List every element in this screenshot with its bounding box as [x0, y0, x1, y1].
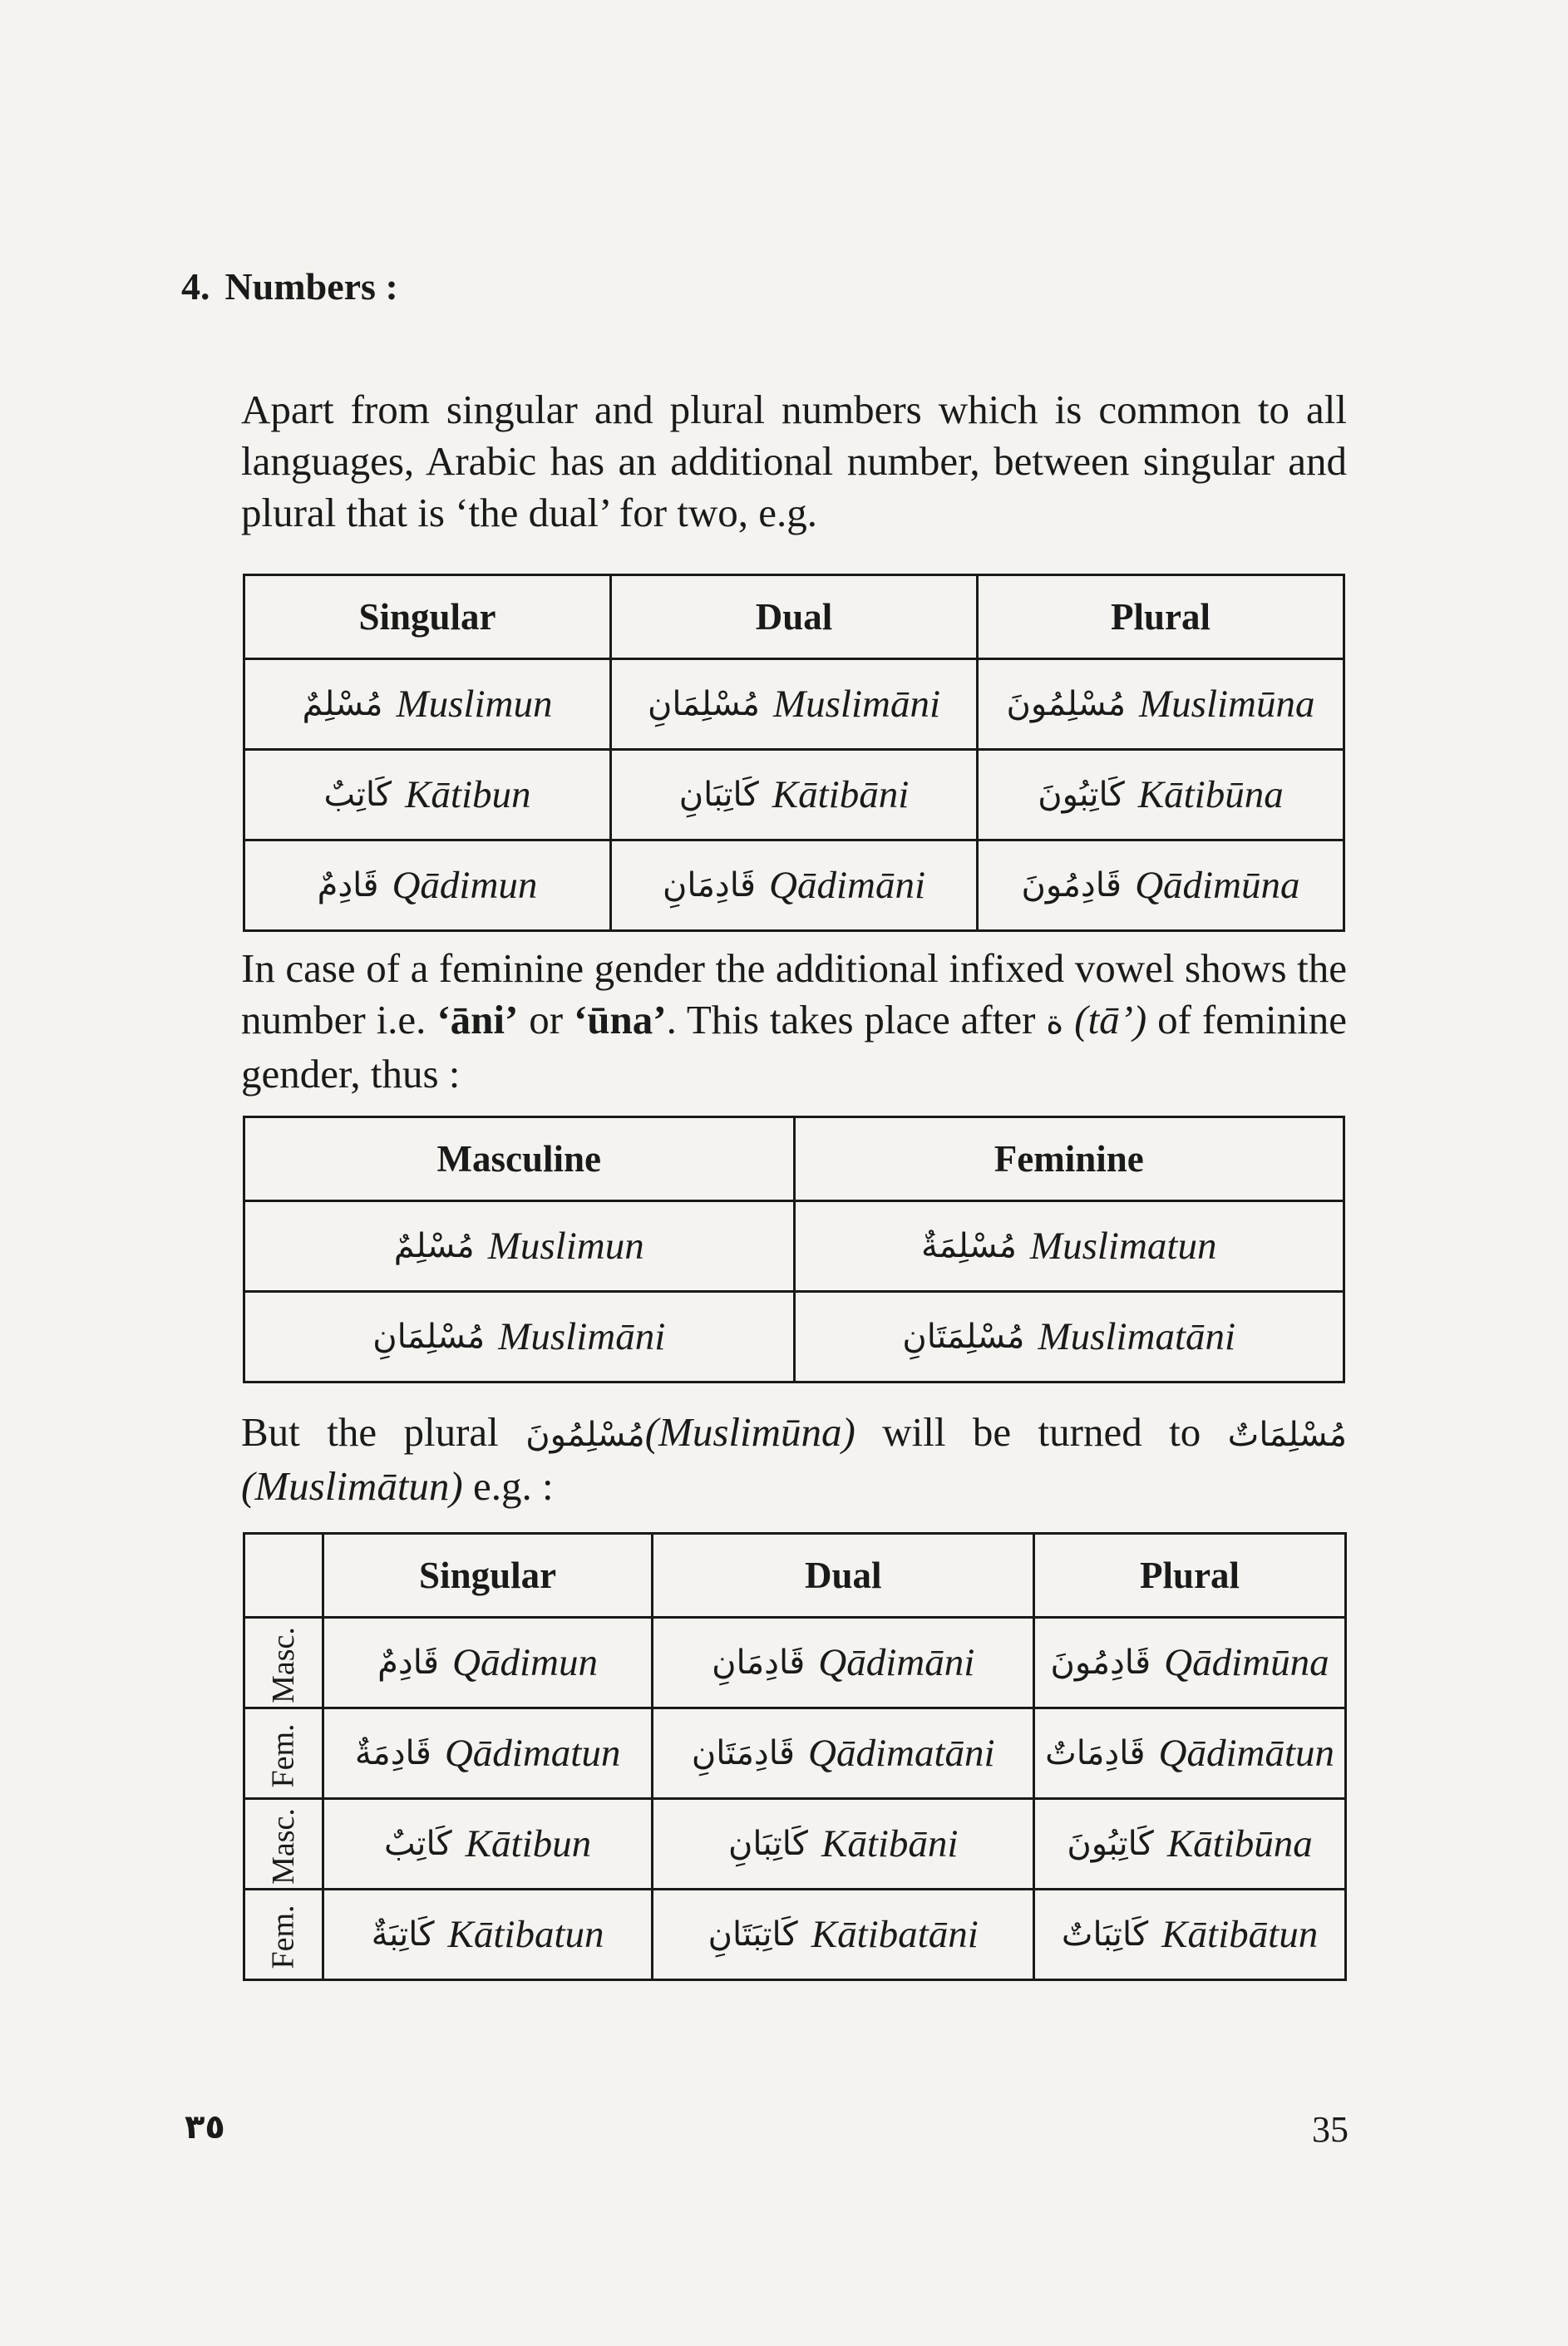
masculine-feminine-table [243, 1116, 1345, 1383]
arabic-word: قَادِمَةٌ [354, 1734, 431, 1772]
arabic-word: كَاتِبُونَ [1067, 1825, 1154, 1863]
table-cell [653, 1890, 1034, 1980]
column-header: Feminine [794, 1117, 1344, 1201]
section-heading [181, 264, 398, 308]
table-row [244, 840, 1344, 931]
column-header: Plural [1034, 1534, 1346, 1618]
singular-dual-plural-table [243, 574, 1345, 932]
column-header: Plural [978, 575, 1344, 659]
transliteration: Kātibūna [1166, 1822, 1313, 1865]
table-cell [653, 1799, 1034, 1890]
transliteration: Qādimatāni [808, 1732, 995, 1775]
table-row [244, 1890, 1346, 1980]
row-label [244, 1890, 323, 1980]
page-number: 35 [1312, 2109, 1349, 2150]
table-cell [653, 1618, 1034, 1708]
table-cell [794, 1292, 1344, 1382]
arabic-word: مُسْلِمَتَانِ [902, 1318, 1025, 1356]
paragraph-text: e.g. : [462, 1463, 554, 1509]
transliteration: Kātibatun [447, 1913, 604, 1956]
arabic-word: مُسْلِمَةٌ [921, 1227, 1017, 1265]
table-row [244, 750, 1344, 840]
arabic-word: مُسْلِمَاتٌ [1227, 1416, 1347, 1454]
arabic-word: قَادِمٌ [317, 866, 379, 904]
arabic-word: قَادِمُونَ [1050, 1644, 1151, 1682]
table-cell [978, 840, 1344, 931]
transliteration: Muslimāni [498, 1315, 666, 1358]
transliteration: Kātibun [405, 773, 531, 816]
arabic-word: قَادِمَانِ [712, 1644, 806, 1682]
arabic-word: كَاتِبٌ [384, 1825, 452, 1863]
suffix-una: ‘ūna’ [573, 997, 667, 1042]
table-cell [244, 1292, 795, 1382]
transliteration: Qādimun [392, 864, 538, 907]
table-cell [244, 840, 611, 931]
gender-number-table [243, 1532, 1347, 1981]
arabic-word: مُسْلِمُونَ [1006, 685, 1126, 723]
arabic-word: كَاتِبَانِ [727, 1825, 808, 1863]
transliteration: Kātibātun [1161, 1913, 1319, 1956]
arabic-word: قَادِمٌ [377, 1644, 440, 1682]
table-row [244, 659, 1344, 750]
transliteration: Qādimāni [769, 864, 926, 907]
paragraph-text: . This takes place after [666, 997, 1047, 1042]
table-row [244, 1618, 1346, 1708]
transliteration: Qādimūna [1164, 1641, 1329, 1684]
plural-paragraph [241, 1407, 1347, 1512]
column-header: Dual [611, 575, 978, 659]
transliteration: Muslimun [396, 683, 553, 726]
arabic-word: كَاتِبَاتٌ [1061, 1915, 1149, 1954]
transliteration: Kātibun [465, 1822, 592, 1865]
transliteration: Muslimatāni [1038, 1315, 1236, 1358]
arabic-word: كَاتِبَةٌ [371, 1915, 435, 1954]
arabic-word: قَادِمَاتٌ [1045, 1734, 1146, 1772]
table-cell [611, 840, 978, 931]
row-label [244, 1618, 323, 1708]
table-cell [1034, 1708, 1346, 1799]
transliteration: Qādimātun [1158, 1732, 1334, 1775]
ta-transliteration: (tā’) [1063, 997, 1147, 1042]
arabic-word: مُسْلِمَانِ [372, 1318, 486, 1356]
gender-label: Masc. [265, 1627, 301, 1703]
transliteration: Kātibāni [821, 1822, 959, 1865]
table-cell [653, 1708, 1034, 1799]
suffix-ani: ‘āni’ [436, 997, 519, 1042]
transliteration: (Muslimātun) [241, 1463, 463, 1509]
table-header-row [244, 1534, 1346, 1618]
transliteration: Qādimatun [444, 1732, 621, 1775]
column-header: Masculine [244, 1117, 795, 1201]
arabic-word: كَاتِبَتَانِ [708, 1915, 798, 1954]
gender-label: Fem. [265, 1723, 301, 1788]
section-number: 4. [181, 265, 210, 308]
paragraph-text: or [518, 997, 574, 1042]
column-header: Singular [323, 1534, 653, 1618]
arabic-word: كَاتِبَانِ [678, 776, 759, 814]
column-header: Singular [244, 575, 611, 659]
table-cell [1034, 1799, 1346, 1890]
section-title: Numbers : [224, 265, 398, 308]
arabic-word: قَادِمَانِ [662, 866, 757, 904]
table-header-row [244, 575, 1344, 659]
table-cell [244, 1201, 795, 1292]
table-cell [611, 659, 978, 750]
row-label [244, 1799, 323, 1890]
table-cell [1034, 1618, 1346, 1708]
gender-label: Masc. [265, 1808, 301, 1885]
arabic-word: مُسْلِمَانِ [647, 685, 760, 723]
table-cell [244, 659, 611, 750]
table-cell [323, 1708, 653, 1799]
corner-cell [244, 1534, 323, 1618]
arabic-word: قَادِمُونَ [1021, 866, 1122, 904]
transliteration: Kātibatāni [811, 1913, 979, 1956]
arabic-page-number: ٣٥ [185, 2108, 225, 2146]
table-header-row [244, 1117, 1344, 1201]
arabic-word: مُسْلِمٌ [393, 1227, 475, 1265]
table-cell [323, 1799, 653, 1890]
arabic-word: مُسْلِمُونَ [525, 1416, 645, 1454]
table-cell [978, 659, 1344, 750]
table-cell [323, 1618, 653, 1708]
transliteration: Kātibūna [1137, 773, 1284, 816]
paragraph-text: In case of a feminine gender the additional infixed vowel shows the number i.e. [241, 945, 1347, 1042]
transliteration: Qādimāni [818, 1641, 975, 1684]
table-cell [978, 750, 1344, 840]
arabic-ta-marbuta: ة [1046, 1003, 1064, 1042]
table-row [244, 1708, 1346, 1799]
feminine-paragraph [241, 943, 1347, 1100]
transliteration: (Muslimūna) [644, 1409, 855, 1455]
column-header: Dual [653, 1534, 1034, 1618]
transliteration: Muslimūna [1139, 683, 1315, 726]
table-row [244, 1292, 1344, 1382]
table-cell [323, 1890, 653, 1980]
transliteration: Muslimun [487, 1225, 644, 1268]
transliteration: Qādimun [452, 1641, 598, 1684]
transliteration: Muslimāni [772, 683, 941, 726]
arabic-word: قَادِمَتَانِ [691, 1734, 796, 1772]
row-label [244, 1708, 323, 1799]
arabic-word: مُسْلِمٌ [302, 685, 383, 723]
transliteration: Muslimatun [1029, 1225, 1217, 1268]
table-cell [611, 750, 978, 840]
paragraph-text: But the plural [241, 1409, 526, 1455]
intro-paragraph: Apart from singular and plural numbers which is common to all languages, Arabic has an additional number, between singular and plural that is ‘the dual’ for two, e.g. [241, 387, 1347, 535]
table-row [244, 1201, 1344, 1292]
table-cell [1034, 1890, 1346, 1980]
table-cell [244, 750, 611, 840]
paragraph-text: will be turned to [855, 1409, 1228, 1455]
arabic-word: كَاتِبُونَ [1038, 776, 1125, 814]
gender-label: Fem. [265, 1905, 301, 1969]
transliteration: Qādimūna [1135, 864, 1300, 907]
table-row [244, 1799, 1346, 1890]
arabic-word: كَاتِبٌ [323, 776, 392, 814]
paragraph-text: of feminine gender, thus : [241, 997, 1347, 1097]
table-cell [794, 1201, 1344, 1292]
transliteration: Kātibāni [772, 773, 910, 816]
